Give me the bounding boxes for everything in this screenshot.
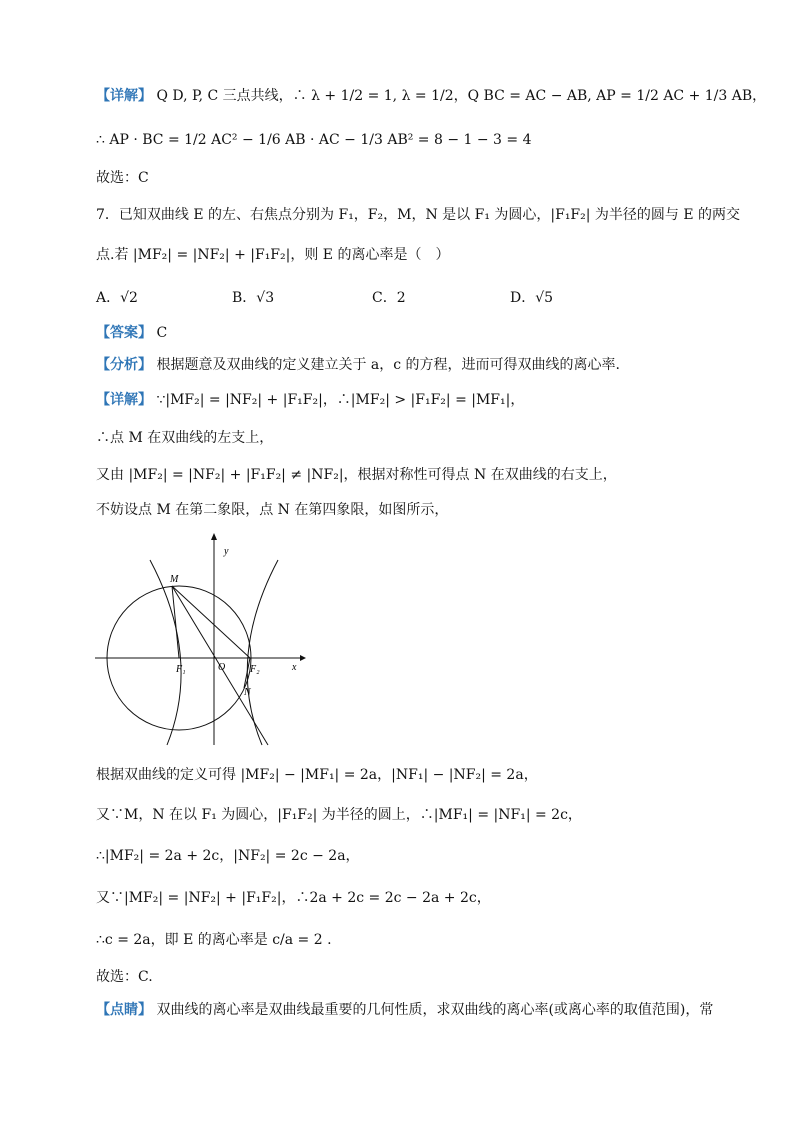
solution-line1: 根据双曲线的定义可得 |MF₂| − |MF₁| = 2a，|NF₁| − |NF₂| = 2a， <box>96 767 538 783</box>
detail1-line2 <box>96 130 532 150</box>
analysis-line <box>96 355 620 375</box>
detail2-line3: 又由 |MF₂| = |NF₂| + |F₁F₂| ≠ |NF₂|，根据对称性可得点 N 在双曲线的右支上， <box>96 467 617 483</box>
hyperbola-figure <box>92 530 322 755</box>
option-a: A．√2 <box>96 290 138 306</box>
solution-line5: ∴c = 2a，即 E 的离心率是 c/a = 2 . <box>96 932 332 948</box>
label-n: N <box>244 687 251 698</box>
detail2-text1: ∵|MF₂| = |NF₂| + |F₁F₂|，∴|MF₂| > |F₁F₂| = |MF₁|， <box>156 392 525 408</box>
comment-tag: 【点睛】 <box>96 1002 152 1018</box>
label-f1: F₁ <box>176 664 186 675</box>
comment-text: 双曲线的离心率是双曲线最重要的几何性质，求双曲线的离心率(或离心率的取值范围)，常 <box>156 1002 714 1018</box>
question-line1: 7．已知双曲线 E 的左、右焦点分别为 F₁，F₂，M，N 是以 F₁ 为圆心，|F₁F₂| 为半径的圆与 E 的两交 <box>96 207 741 223</box>
detail1-text1: Q D, P, C 三点共线，∴ λ + 1/2 = 1, λ = 1/2，Q BC = AC − AB, AP = 1/2 AC + 1/3 AB， <box>156 88 767 104</box>
option-d: D．√5 <box>510 290 554 306</box>
solution-line3: ∴|MF₂| = 2a + 2c，|NF₂| = 2c − 2a， <box>96 848 360 864</box>
x-axis-arrow <box>300 655 306 661</box>
option-c: C．2 <box>372 290 406 306</box>
detail2-tag: 【详解】 <box>96 392 152 408</box>
detail1-line1 <box>96 86 766 106</box>
label-f2: F₂ <box>250 664 260 675</box>
label-m: M <box>170 574 179 585</box>
detail2-line1 <box>96 390 524 410</box>
detail-tag: 【详解】 <box>96 88 152 104</box>
answer-tag: 【答案】 <box>96 325 152 341</box>
solution-line4: 又∵|MF₂| = |NF₂| + |F₁F₂|，∴2a + 2c = 2c − 2a + 2c， <box>96 890 491 906</box>
option-b: B．√3 <box>232 290 275 306</box>
y-axis-arrow <box>211 533 217 540</box>
detail2-line2: ∴点 M 在双曲线的左支上， <box>96 430 274 446</box>
solution-choice: 故选：C. <box>96 969 153 985</box>
label-o: O <box>218 662 226 673</box>
label-x: x <box>292 662 297 673</box>
question-line2: 点.若 |MF₂| = |NF₂| + |F₁F₂|，则 E 的离心率是（ ） <box>96 247 450 263</box>
detail2-line4: 不妨设点 M 在第二象限，点 N 在第四象限，如图所示， <box>96 502 449 518</box>
solution-line2: 又∵M，N 在以 F₁ 为圆心，|F₁F₂| 为半径的圆上，∴|MF₁| = |NF₁| = 2c， <box>96 807 582 823</box>
label-y: y <box>224 546 229 557</box>
answer-line <box>96 323 167 343</box>
hyperbola-right-branch <box>247 560 278 745</box>
analysis-text: 根据题意及双曲线的定义建立关于 a，c 的方程，进而可得双曲线的离心率. <box>156 357 620 373</box>
line-m-f2 <box>172 586 250 658</box>
detail1-choice: 故选：C <box>96 170 149 186</box>
analysis-tag: 【分析】 <box>96 357 152 373</box>
comment-line <box>96 1000 713 1020</box>
detail1-text2: ∴ AP · BC = 1/2 AC² − 1/6 AB · AC − 1/3 AB² = 8 − 1 − 3 = 4 <box>96 132 532 148</box>
answer-text: C <box>156 325 168 341</box>
